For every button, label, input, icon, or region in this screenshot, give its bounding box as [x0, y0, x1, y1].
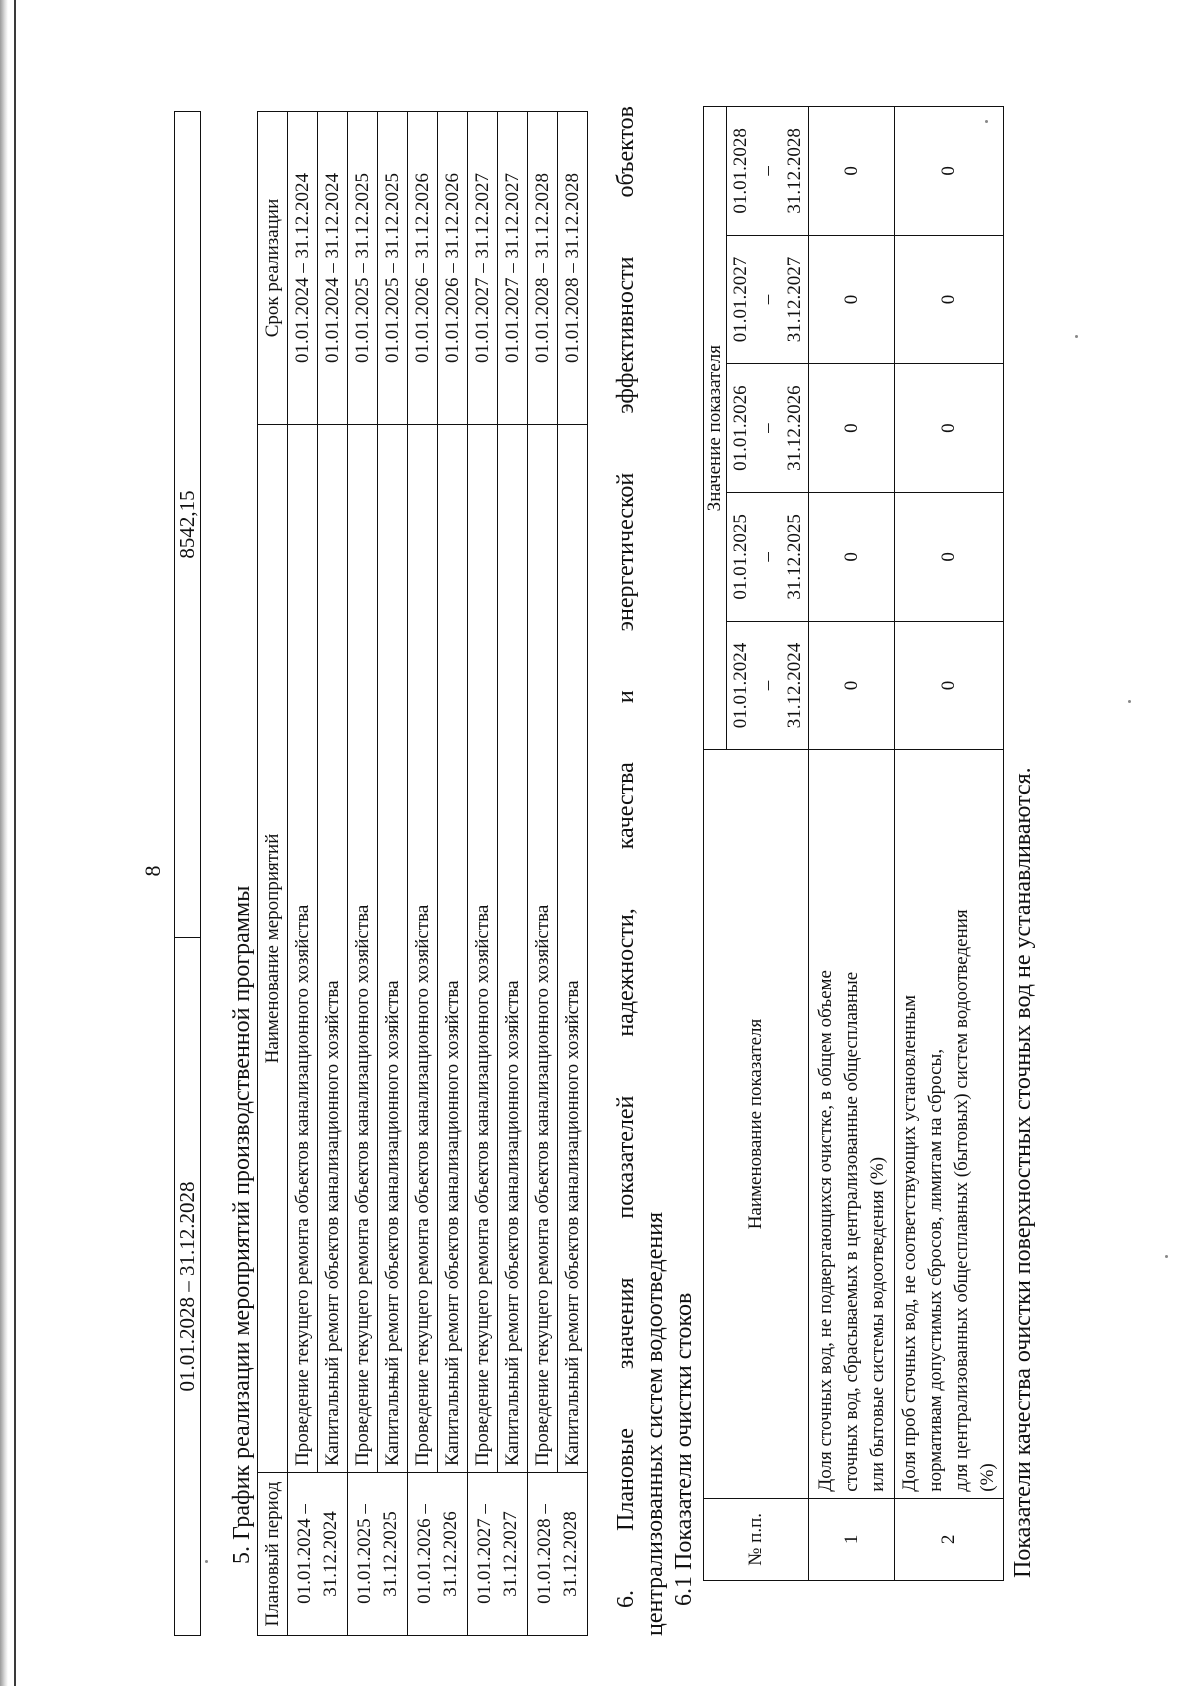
indicator-value: 0 [895, 492, 1004, 621]
schedule-table [257, 111, 588, 1636]
indicator-value: 0 [809, 492, 895, 621]
schedule-term-cell: 01.01.2024 – 31.12.2024 [318, 112, 348, 425]
schedule-activity-cell: Капитальный ремонт объектов канализационного хозяйства [498, 425, 528, 1473]
schedule-period-cell: 01.01.2024 – 31.12.2024 [288, 1473, 348, 1636]
schedule-row [468, 112, 498, 1636]
schedule-activity-cell: Капитальный ремонт объектов канализационного хозяйства [558, 425, 588, 1473]
schedule-row [498, 112, 528, 1636]
indicators-body [809, 107, 1004, 1581]
indicator-value: 0 [895, 235, 1004, 364]
schedule-term-cell: 01.01.2027 – 31.12.2027 [498, 112, 528, 425]
period-dash: – [757, 166, 778, 176]
indicators-period-header [727, 492, 809, 621]
section6-heading-continued: централизованных систем водоотведения [642, 1211, 668, 1636]
indicator-name-line: сточных вод, сбрасываемых в централизованные общесплавные [840, 971, 862, 1492]
indicators-table [703, 106, 1004, 1581]
schedule-period-cell: 01.01.2025 – 31.12.2025 [348, 1473, 408, 1636]
indicator-name-line: Доля сточных вод, не подвергающихся очистке, в общем объеме [814, 970, 836, 1492]
period-from: 01.01.2024 [730, 642, 751, 729]
schedule-row [348, 112, 378, 1636]
indicator-value: 0 [809, 364, 895, 493]
period-dash: – [757, 294, 778, 305]
period-to: 31.12.2027 [784, 256, 805, 343]
period-to: 31.12.2026 [784, 385, 805, 471]
schedule-activity-cell: Проведение текущего ремонта объектов канализационного хозяйства [468, 425, 498, 1473]
schedule-term-cell: 01.01.2026 – 31.12.2026 [408, 112, 438, 425]
indicator-num: 1 [809, 1498, 895, 1580]
period-to: 31.12.2024 [784, 642, 805, 729]
schedule-activity-cell: Капитальный ремонт объектов канализационного хозяйства [438, 425, 468, 1473]
surface-water-note: Показатели качества очистки поверхностных сточных вод не устанавливаются. [1010, 767, 1036, 1578]
schedule-term-cell: 01.01.2028 – 31.12.2028 [558, 112, 588, 425]
indicator-row [895, 107, 1004, 1581]
period-dash: – [757, 680, 778, 691]
indicator-name-line: или бытовые системы водоотведения (%) [866, 1156, 888, 1492]
schedule-period-cell: 01.01.2027 – 31.12.2027 [468, 1473, 528, 1636]
schedule-term-cell: 01.01.2025 – 31.12.2025 [348, 112, 378, 425]
indicator-name [895, 750, 1004, 1498]
indicator-name [809, 750, 895, 1498]
schedule-header-term: Срок реализации [258, 112, 288, 425]
period-from: 01.01.2025 [730, 514, 751, 600]
page-number: 8 [140, 865, 165, 877]
period-from: 01.01.2028 [730, 128, 751, 214]
period-from: 01.01.2027 [730, 256, 751, 343]
summary-period: 01.01.2028 – 31.12.2028 [175, 938, 201, 1636]
schedule-row [438, 112, 468, 1636]
indicator-name-line: нормативам допустимых сбросов, лимитам на сбросы, [925, 1048, 946, 1492]
section6-heading: 6. Плановые значения показателей надежности, качества и энергетической эффективности объектов [613, 106, 639, 1608]
schedule-activity-cell: Проведение текущего ремонта объектов канализационного хозяйства [348, 425, 378, 1473]
schedule-activity-cell: Капитальный ремонт объектов канализационного хозяйства [378, 425, 408, 1473]
indicator-value: 0 [809, 107, 895, 236]
indicator-name-line: (%) [977, 1463, 998, 1492]
period-to: 31.12.2025 [784, 514, 805, 600]
indicator-name-line: для централизованных общесплавных (бытовых) систем водоотведения [951, 909, 972, 1492]
schedule-row [408, 112, 438, 1636]
summary-row [175, 112, 201, 1636]
schedule-header-row [258, 112, 288, 1636]
schedule-activity-cell: Проведение текущего ремонта объектов канализационного хозяйства [408, 425, 438, 1473]
section5-heading: 5. График реализации мероприятий производственной программы [229, 885, 255, 1564]
schedule-row [318, 112, 348, 1636]
indicators-header-row [704, 107, 727, 1581]
indicators-period-header [727, 107, 809, 236]
indicators-period-header [727, 235, 809, 364]
schedule-term-cell: 01.01.2028 – 31.12.2028 [528, 112, 558, 425]
period-to: 31.12.2028 [784, 128, 805, 214]
summary-value: 8542,15 [175, 112, 201, 938]
indicators-header-num: № п.п. [704, 1498, 809, 1580]
period-from: 01.01.2026 [730, 385, 751, 471]
schedule-term-cell: 01.01.2024 – 31.12.2024 [288, 112, 318, 425]
indicator-value: 0 [895, 107, 1004, 236]
period-dash: – [757, 552, 778, 562]
schedule-row [528, 112, 558, 1636]
schedule-row [288, 112, 318, 1636]
period-dash: – [757, 423, 778, 433]
summary-table [174, 111, 201, 1636]
schedule-term-cell: 01.01.2025 – 31.12.2025 [378, 112, 408, 425]
indicator-value: 0 [809, 621, 895, 750]
schedule-term-cell: 01.01.2026 – 31.12.2026 [438, 112, 468, 425]
schedule-activity-cell: Проведение текущего ремонта объектов канализационного хозяйства [288, 425, 318, 1473]
schedule-row [558, 112, 588, 1636]
indicators-header-value: Значение показателя [704, 107, 727, 750]
schedule-term-cell: 01.01.2027 – 31.12.2027 [468, 112, 498, 425]
indicator-value: 0 [895, 364, 1004, 493]
schedule-header-name: Наименование мероприятий [258, 425, 288, 1473]
indicator-value: 0 [809, 235, 895, 364]
indicators-period-header [727, 621, 809, 750]
indicators-header-name: Наименование показателя [704, 750, 809, 1498]
indicators-period-header [727, 364, 809, 493]
indicator-name-line: Доля проб сточных вод, не соответствующих установленным [899, 994, 920, 1492]
indicator-num: 2 [895, 1498, 1004, 1580]
schedule-activity-cell: Капитальный ремонт объектов канализационного хозяйства [318, 425, 348, 1473]
schedule-period-cell: 01.01.2028 – 31.12.2028 [528, 1473, 588, 1636]
indicator-row [809, 107, 895, 1581]
indicator-value: 0 [895, 621, 1004, 750]
section61-heading: 6.1 Показатели очистки стоков [671, 1292, 697, 1606]
schedule-activity-cell: Проведение текущего ремонта объектов канализационного хозяйства [528, 425, 558, 1473]
schedule-header-period: Плановый период [258, 1473, 288, 1636]
schedule-row [378, 112, 408, 1636]
page-content [140, 106, 1037, 1636]
schedule-period-cell: 01.01.2026 – 31.12.2026 [408, 1473, 468, 1636]
schedule-body [288, 112, 588, 1636]
